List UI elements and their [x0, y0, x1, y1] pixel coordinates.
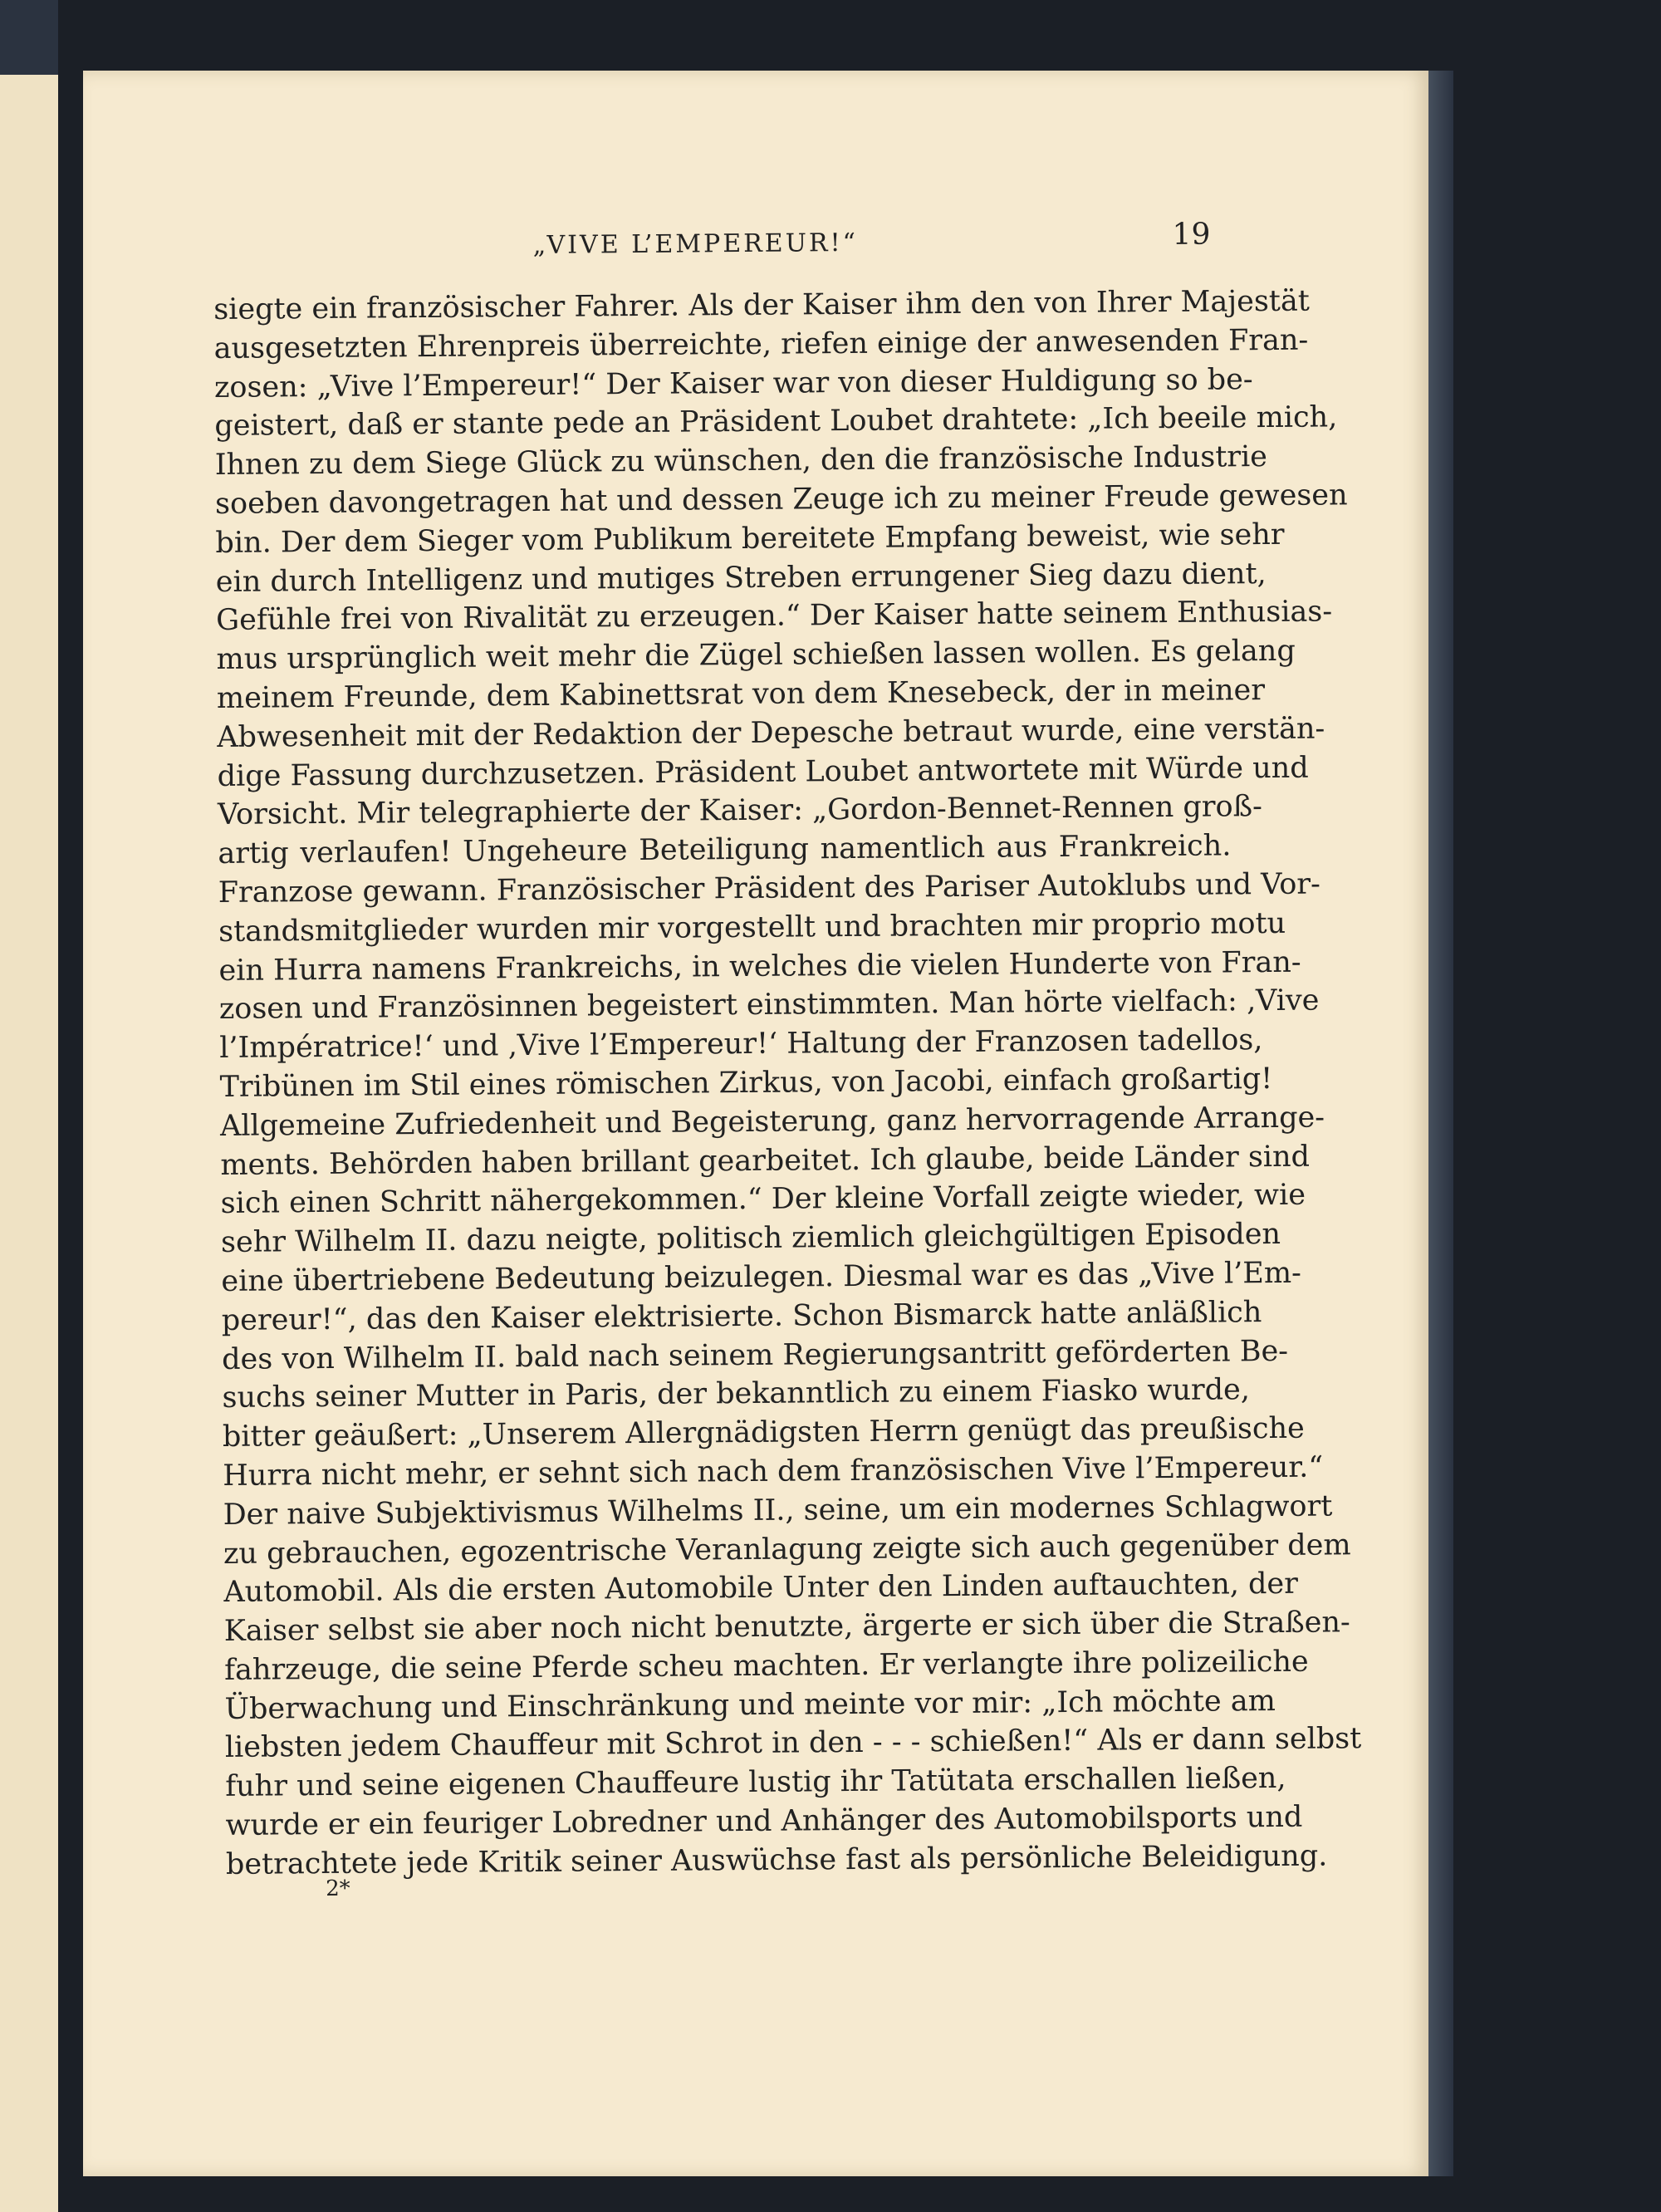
text-line: soeben davongetragen hat und dessen Zeuge ich zu meiner Freude gewesen	[214, 478, 1348, 521]
text-line: suchs seiner Mutter in Paris, der bekanntlich zu einem Fiasko wurde,	[222, 1373, 1251, 1415]
text-line: meinem Freunde, dem Kabinettsrat von dem Knesebeck, der in meiner	[216, 674, 1266, 715]
text-line: ein durch Intelligenz und mutiges Streben errungener Sieg dazu dient,	[215, 557, 1267, 599]
text-line: sich einen Schritt nähergekommen.“ Der kleine Vorfall zeigte wieder, wie	[220, 1179, 1306, 1221]
text-line: artig verlaufen! Ungeheure Beteiligung namentlich aus Frankreich.	[218, 829, 1232, 871]
body-text	[213, 282, 1362, 1884]
text-line: bin. Der dem Sieger vom Publikum bereitete Empfang beweist, wie sehr	[215, 517, 1285, 560]
text-line: Allgemeine Zufriedenheit und Begeisterung, ganz hervorragende Arrange-	[219, 1101, 1325, 1143]
text-line: eine übertriebene Bedeutung beizulegen. Diesmal war es das „Vive l’Em-	[221, 1256, 1302, 1298]
facing-page-edge	[0, 0, 58, 2212]
text-line: standsmitglieder wurden mir vorgestellt und brachten mir proprio motu	[218, 906, 1286, 949]
book-page	[83, 71, 1428, 2176]
text-line: Der naive Subjektivismus Wilhelms II., seine, um ein modernes Schlagwort	[223, 1489, 1333, 1532]
text-line: Vorsicht. Mir telegraphierte der Kaiser: „Gordon-Bennet-Rennen groß-	[217, 790, 1263, 832]
text-line: pereur!“, das den Kaiser elektrisierte. Schon Bismarck hatte anläßlich	[221, 1295, 1262, 1337]
text-line: fuhr und seine eigenen Chauffeure lustig ihr Tatütata erschallen ließen,	[225, 1762, 1286, 1804]
text-line: l’Impératrice!‘ und ‚Vive l’Empereur!‘ Haltung der Franzosen tadellos,	[219, 1023, 1263, 1066]
text-line: Gefühle frei von Rivalität zu erzeugen.“ Der Kaiser hatte seinem Enthusias-	[216, 595, 1333, 638]
page-header	[213, 217, 1227, 275]
text-line: ments. Behörden haben brillant gearbeitet. Ich glaube, beide Länder sind	[220, 1140, 1311, 1182]
page-content	[212, 62, 1362, 1901]
text-line: wurde er ein feuriger Lobredner und Anhänger des Automobilsports und	[225, 1800, 1303, 1843]
page-number: 19	[1172, 217, 1211, 252]
text-line: sehr Wilhelm II. dazu neigte, politisch ziemlich gleichgültigen Episoden	[220, 1218, 1281, 1260]
running-title: „VIVE L’EMPEREUR!“	[532, 228, 859, 260]
text-line: Ihnen zu dem Siege Glück zu wünschen, den die französische Industrie	[214, 440, 1268, 483]
text-line: bitter geäußert: „Unserem Allergnädigsten Herrn genügt das preußische	[222, 1411, 1305, 1454]
text-line: Franzose gewann. Französischer Präsident des Pariser Autoklubs und Vor-	[218, 867, 1321, 910]
text-line: betrachtete jede Kritik seiner Auswüchse fast als persönliche Beleidigung.	[225, 1839, 1328, 1881]
text-line: Hurra nicht mehr, er sehnt sich nach dem französischen Vive l’Empereur.“	[223, 1450, 1324, 1493]
text-line: ausgesetzten Ehrenpreis überreichte, riefen einige der anwesenden Fran-	[213, 323, 1309, 365]
text-line: zosen: „Vive l’Empereur!“ Der Kaiser war von dieser Huldigung so be-	[213, 362, 1253, 405]
text-line: ein Hurra namens Frankreichs, in welches die vielen Hunderte von Fran-	[218, 945, 1301, 988]
text-line: Überwachung und Einschränkung und meinte vor mir: „Ich möchte am	[224, 1684, 1276, 1726]
text-line: zu gebrauchen, egozentrische Veranlagung zeigte sich auch gegenüber dem	[223, 1528, 1351, 1571]
text-line: Abwesenheit mit der Redaktion der Depesche betraut wurde, eine verstän-	[217, 712, 1325, 754]
book-cover-corner	[0, 0, 58, 75]
text-line: fahrzeuge, die seine Pferde scheu machten. Er verlangte ihre polizeiliche	[223, 1645, 1309, 1687]
text-line: des von Wilhelm II. bald nach seinem Regierungsantritt geförderten Be-	[222, 1334, 1289, 1376]
text-line: dige Fassung durchzusetzen. Präsident Loubet antwortete mit Würde und	[217, 751, 1309, 793]
signature-mark: 2*	[326, 1876, 350, 1901]
text-line: geistert, daß er stante pede an Präsident Loubet drahtete: „Ich beeile mich,	[214, 400, 1338, 444]
text-line: liebsten jedem Chauffeur mit Schrot in den - - - schießen!“ Als er dann selbst	[224, 1722, 1362, 1765]
text-line: Kaiser selbst sie aber noch nicht benutzte, ärgerte er sich über die Straßen-	[223, 1606, 1350, 1649]
text-line: zosen und Französinnen begeistert einstimmten. Man hörte vielfach: ‚Vive	[218, 983, 1320, 1027]
text-line: Tribünen im Stil eines römischen Zirkus, von Jacobi, einfach großartig!	[219, 1062, 1273, 1104]
text-line: mus ursprünglich weit mehr die Zügel schießen lassen wollen. Es gelang	[216, 634, 1296, 677]
text-line: Automobil. Als die ersten Automobile Unter den Linden auftauchten, der	[223, 1567, 1299, 1610]
text-line: siegte ein französischer Fahrer. Als der Kaiser ihm den von Ihrer Majestät	[213, 284, 1310, 326]
